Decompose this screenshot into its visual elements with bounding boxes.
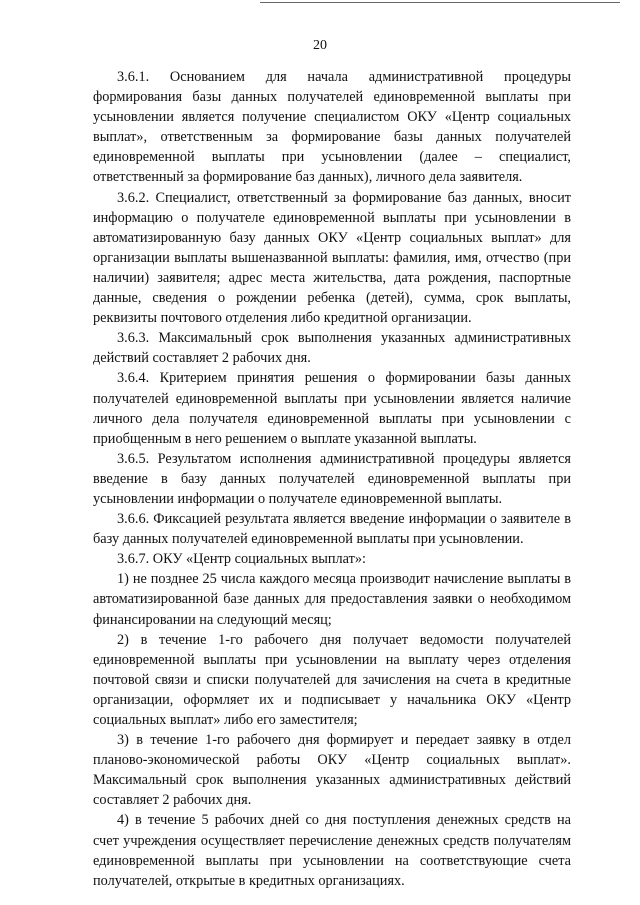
paragraph-3-6-1: 3.6.1. Основанием для начала административной процедуры формирования базы данных получателей единовременной выплаты при усыновлении является получение специалистом ОКУ «Центр социальных выплат», ответственным за формирование базы данных получателей единовременной выплаты при усыновлении (далее – специалист, ответственный за формирование баз данных), личного дела заявителя. <box>93 69 571 186</box>
list-item-3: 3) в течение 1-го рабочего дня формирует и передает заявку в отдел планово-экономической работы ОКУ «Центр социальных выплат». Максимальный срок выполнения указанных административных действий составляет 2 рабочих дня. <box>93 732 571 809</box>
paragraph-3-6-4: 3.6.4. Критерием принятия решения о формировании базы данных получателей единовременной выплаты при усыновлении является наличие личного дела получателя единовременной выплаты при усыновлении с приобщенным в него решением о выплате указанной выплаты. <box>93 370 571 447</box>
document-body <box>93 67 571 891</box>
paragraph-3-6-5: 3.6.5. Результатом исполнения административной процедуры является введение в базу данных получателей единовременной выплаты при усыновлении информации о получателе единовременной выплаты. <box>93 450 571 507</box>
paragraph-3-6-3: 3.6.3. Максимальный срок выполнения указанных административных действий составляет 2 рабочих дня. <box>93 330 571 367</box>
paragraph-3-6-7: 3.6.7. ОКУ «Центр социальных выплат»: <box>117 551 367 568</box>
list-item-4: 4) в течение 5 рабочих дней со дня поступления денежных средств на счет учреждения осуществляет перечисление денежных средств получателям единовременной выплаты при усыновлении на соответствующие счета получателей, открытые в кредитных организациях. <box>93 812 571 889</box>
page-number: 20 <box>313 38 327 53</box>
paragraph-3-6-2: 3.6.2. Специалист, ответственный за формирование баз данных, вносит информацию о получателе единовременной выплаты при усыновлении в автоматизированную базу данных ОКУ «Центр социальных выплат» для организации выплаты вышеназванной выплаты: фамилия, имя, отчество (при наличии) заявителя; адрес места жительства, дата рождения, паспортные данные, сведения о рождении ребенка (детей), сумма, срок выплаты, реквизиты почтового отделения либо кредитной организации. <box>93 189 571 327</box>
paragraph-3-6-6: 3.6.6. Фиксацией результата является введение информации о заявителе в базу данных получателей единовременной выплаты при усыновлении. <box>93 511 571 548</box>
list-item-2: 2) в течение 1-го рабочего дня получает ведомости получателей единовременной выплаты при усыновлении на выплату через отделения почтовой связи и списки получателей для зачисления на счета в кредитные организации, оформляет их и подписывает у начальника ОКУ «Центр социальных выплат» либо его заместителя; <box>93 631 571 728</box>
top-rule <box>260 2 620 3</box>
list-item-1: 1) не позднее 25 числа каждого месяца производит начисление выплаты в автоматизированной базе данных для предоставления заявки о необходимом финансировании на следующий месяц; <box>93 571 571 628</box>
